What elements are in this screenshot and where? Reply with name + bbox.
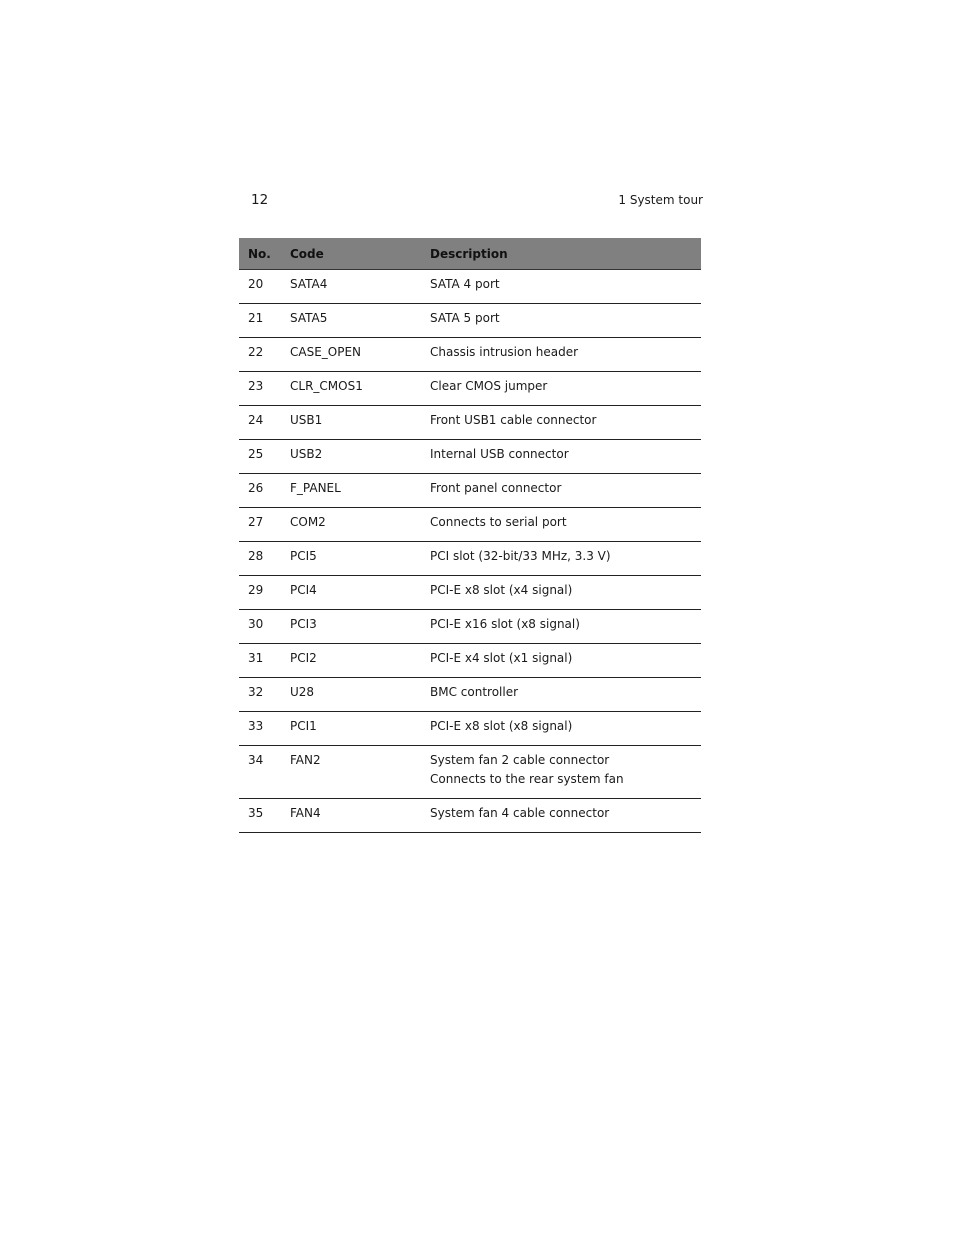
- cell-code: PCI5: [281, 542, 421, 576]
- cell-number: 22: [239, 338, 281, 372]
- description-line: SATA 4 port: [430, 277, 500, 291]
- description-line: Chassis intrusion header: [430, 345, 579, 359]
- cell-description: [421, 440, 701, 474]
- description-line: Clear CMOS jumper: [430, 379, 548, 393]
- cell-code: PCI1: [281, 712, 421, 746]
- cell-code: CLR_CMOS1: [281, 372, 421, 406]
- cell-description: [421, 338, 701, 372]
- cell-description: [421, 610, 701, 644]
- cell-code: FAN2: [281, 746, 421, 799]
- description-line: PCI-E x8 slot (x4 signal): [430, 583, 573, 597]
- description-line: Connects to the rear system fan: [430, 772, 624, 786]
- table-row: [239, 304, 701, 338]
- cell-description: [421, 678, 701, 712]
- column-header-no: No.: [239, 238, 281, 270]
- description-line: System fan 2 cable connector: [430, 753, 610, 767]
- page-number: 12: [251, 192, 269, 208]
- description-line: Front panel connector: [430, 481, 562, 495]
- table-row: [239, 644, 701, 678]
- description-line: Connects to serial port: [430, 515, 567, 529]
- table-row: [239, 270, 701, 304]
- table-row: [239, 474, 701, 508]
- table-body: [239, 270, 701, 833]
- description-line: Front USB1 cable connector: [430, 413, 597, 427]
- description-line: PCI-E x4 slot (x1 signal): [430, 651, 573, 665]
- table-row: [239, 440, 701, 474]
- description-line: SATA 5 port: [430, 311, 500, 325]
- cell-description: [421, 712, 701, 746]
- table-row: [239, 576, 701, 610]
- cell-code: F_PANEL: [281, 474, 421, 508]
- cell-number: 23: [239, 372, 281, 406]
- cell-description: [421, 799, 701, 833]
- table-header: [239, 238, 701, 270]
- cell-code: SATA4: [281, 270, 421, 304]
- table-row: [239, 508, 701, 542]
- table-row: [239, 610, 701, 644]
- cell-description: [421, 576, 701, 610]
- cell-description: [421, 406, 701, 440]
- cell-code: COM2: [281, 508, 421, 542]
- description-line: System fan 4 cable connector: [430, 806, 610, 820]
- table-row: [239, 338, 701, 372]
- cell-code: PCI2: [281, 644, 421, 678]
- cell-number: 28: [239, 542, 281, 576]
- cell-code: CASE_OPEN: [281, 338, 421, 372]
- cell-description: [421, 644, 701, 678]
- cell-description: [421, 542, 701, 576]
- cell-code: PCI4: [281, 576, 421, 610]
- cell-code: SATA5: [281, 304, 421, 338]
- cell-description: [421, 304, 701, 338]
- table-row: [239, 799, 701, 833]
- cell-code: USB1: [281, 406, 421, 440]
- column-header-description: Description: [421, 238, 701, 270]
- cell-description: [421, 508, 701, 542]
- cell-number: 29: [239, 576, 281, 610]
- cell-number: 26: [239, 474, 281, 508]
- cell-code: USB2: [281, 440, 421, 474]
- cell-number: 33: [239, 712, 281, 746]
- cell-number: 30: [239, 610, 281, 644]
- cell-number: 24: [239, 406, 281, 440]
- cell-number: 27: [239, 508, 281, 542]
- table-row: [239, 372, 701, 406]
- cell-number: 32: [239, 678, 281, 712]
- cell-number: 20: [239, 270, 281, 304]
- cell-description: [421, 270, 701, 304]
- cell-number: 35: [239, 799, 281, 833]
- description-line: PCI-E x8 slot (x8 signal): [430, 719, 573, 733]
- cell-number: 34: [239, 746, 281, 799]
- cell-number: 31: [239, 644, 281, 678]
- table-row: [239, 712, 701, 746]
- connector-table: [239, 238, 701, 833]
- cell-description: [421, 372, 701, 406]
- cell-code: PCI3: [281, 610, 421, 644]
- cell-code: FAN4: [281, 799, 421, 833]
- cell-description: [421, 474, 701, 508]
- table-row: [239, 746, 701, 799]
- table-header-row: [239, 238, 701, 270]
- description-line: Internal USB connector: [430, 447, 569, 461]
- description-line: PCI-E x16 slot (x8 signal): [430, 617, 580, 631]
- cell-code: U28: [281, 678, 421, 712]
- cell-number: 21: [239, 304, 281, 338]
- table-row: [239, 406, 701, 440]
- chapter-title: 1 System tour: [618, 193, 703, 207]
- cell-description: [421, 746, 701, 799]
- cell-number: 25: [239, 440, 281, 474]
- table-row: [239, 678, 701, 712]
- description-line: BMC controller: [430, 685, 519, 699]
- column-header-code: Code: [281, 238, 421, 270]
- description-line: PCI slot (32-bit/33 MHz, 3.3 V): [430, 549, 611, 563]
- table-row: [239, 542, 701, 576]
